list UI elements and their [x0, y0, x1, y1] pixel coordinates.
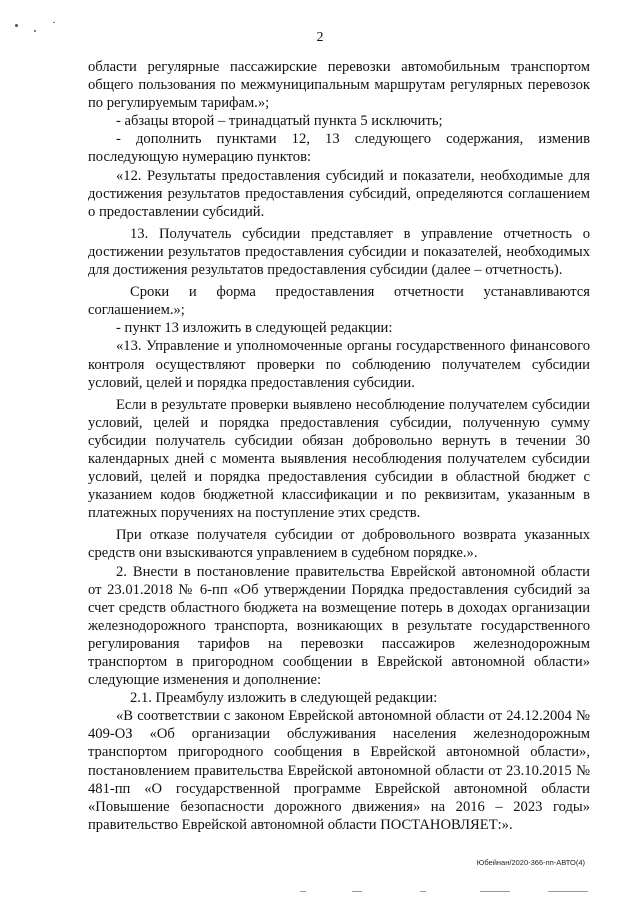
scan-edge-marks: [300, 891, 600, 894]
paragraph: «13. Управление и уполномоченные органы государственного финансового контроля осуществляют проверки по соблюдению получателем субсидии условий, целей и порядка предоставления субсидии.: [88, 338, 590, 391]
paragraph: - дополнить пунктами 12, 13 следующего содержания, изменив последующую нумерацию пунктов:: [88, 131, 590, 166]
paragraph: 2.1. Преамбулу изложить в следующей редакции:: [130, 690, 438, 707]
paragraph: - пункт 13 изложить в следующей редакции:: [116, 320, 393, 337]
paragraph: 13. Получатель субсидии представляет в управление отчетность о достижении результатов предоставления субсидии и показателей, необходимых для достижения результатов предоставления субсидии (далее – отчетность).: [88, 225, 590, 279]
document-code: Юбейнан/2020-366-пп-АВТО(4): [476, 858, 585, 867]
document-body: [88, 58, 590, 834]
paragraph: Если в результате проверки выявлено несоблюдение получателем субсидии условий, целей и порядка предоставления субсидии, полученную сумму субсидии получатель субсидии обязан добровольно вернуть в течении 30 календарных дней с момента выявления несоблюдения получателем субсидии условий, целей и порядка предоставления субсидии в областной бюджет с указанием кодов бюджетной классификации и по реквизитам, указанным в платежных поручениях на поступление этих средств.: [88, 396, 590, 522]
paragraph: «В соответствии с законом Еврейской автономной области от 24.12.2004 № 409-ОЗ «Об организации обслуживания населения железнодорожным транспортом пригородного сообщения в Еврейской автономной области», постановлением правительства Еврейской автономной области от 23.10.2015 № 481-пп «О государственной программе Еврейской автономной области «Повышение безопасности дорожного движения» на 2016 – 2023 годы» правительство Еврейской автономной области ПОСТАНОВЛЯЕТ:».: [88, 708, 590, 833]
paragraph: области регулярные пассажирские перевозки автомобильным транспортом общего пользования по межмуниципальным маршрутам регулярных перевозок по регулируемым тарифам.»;: [88, 59, 590, 112]
page-number: 2: [316, 30, 324, 45]
paragraph: Сроки и форма предоставления отчетности устанавливаются соглашением.»;: [88, 284, 590, 319]
paragraph: При отказе получателя субсидии от добровольного возврата указанных средств они взыскиваются управлением в судебном порядке.».: [88, 527, 590, 562]
scan-speck: [15, 24, 18, 27]
paragraph: - абзацы второй – тринадцатый пункта 5 исключить;: [116, 113, 443, 130]
paragraph: 2. Внести в постановление правительства Еврейской автономной области от 23.01.2018 № 6-пп «Об утверждении Порядка предоставления субсидий за счет средств областного бюджета на возмещение потерь в доходах организации железнодорожного транспорта, возникающих в результате государственного регулирования тарифов на перевозки пассажиров железнодорожным транспортом в пригородном сообщении в Еврейской автономной области» следующие изменения и дополнение:: [88, 563, 590, 689]
scan-speck: [53, 22, 55, 23]
paragraph: «12. Результаты предоставления субсидий и показатели, необходимые для достижения результатов предоставления субсидий, определяются соглашением о предоставлении субсидий.: [88, 167, 590, 220]
